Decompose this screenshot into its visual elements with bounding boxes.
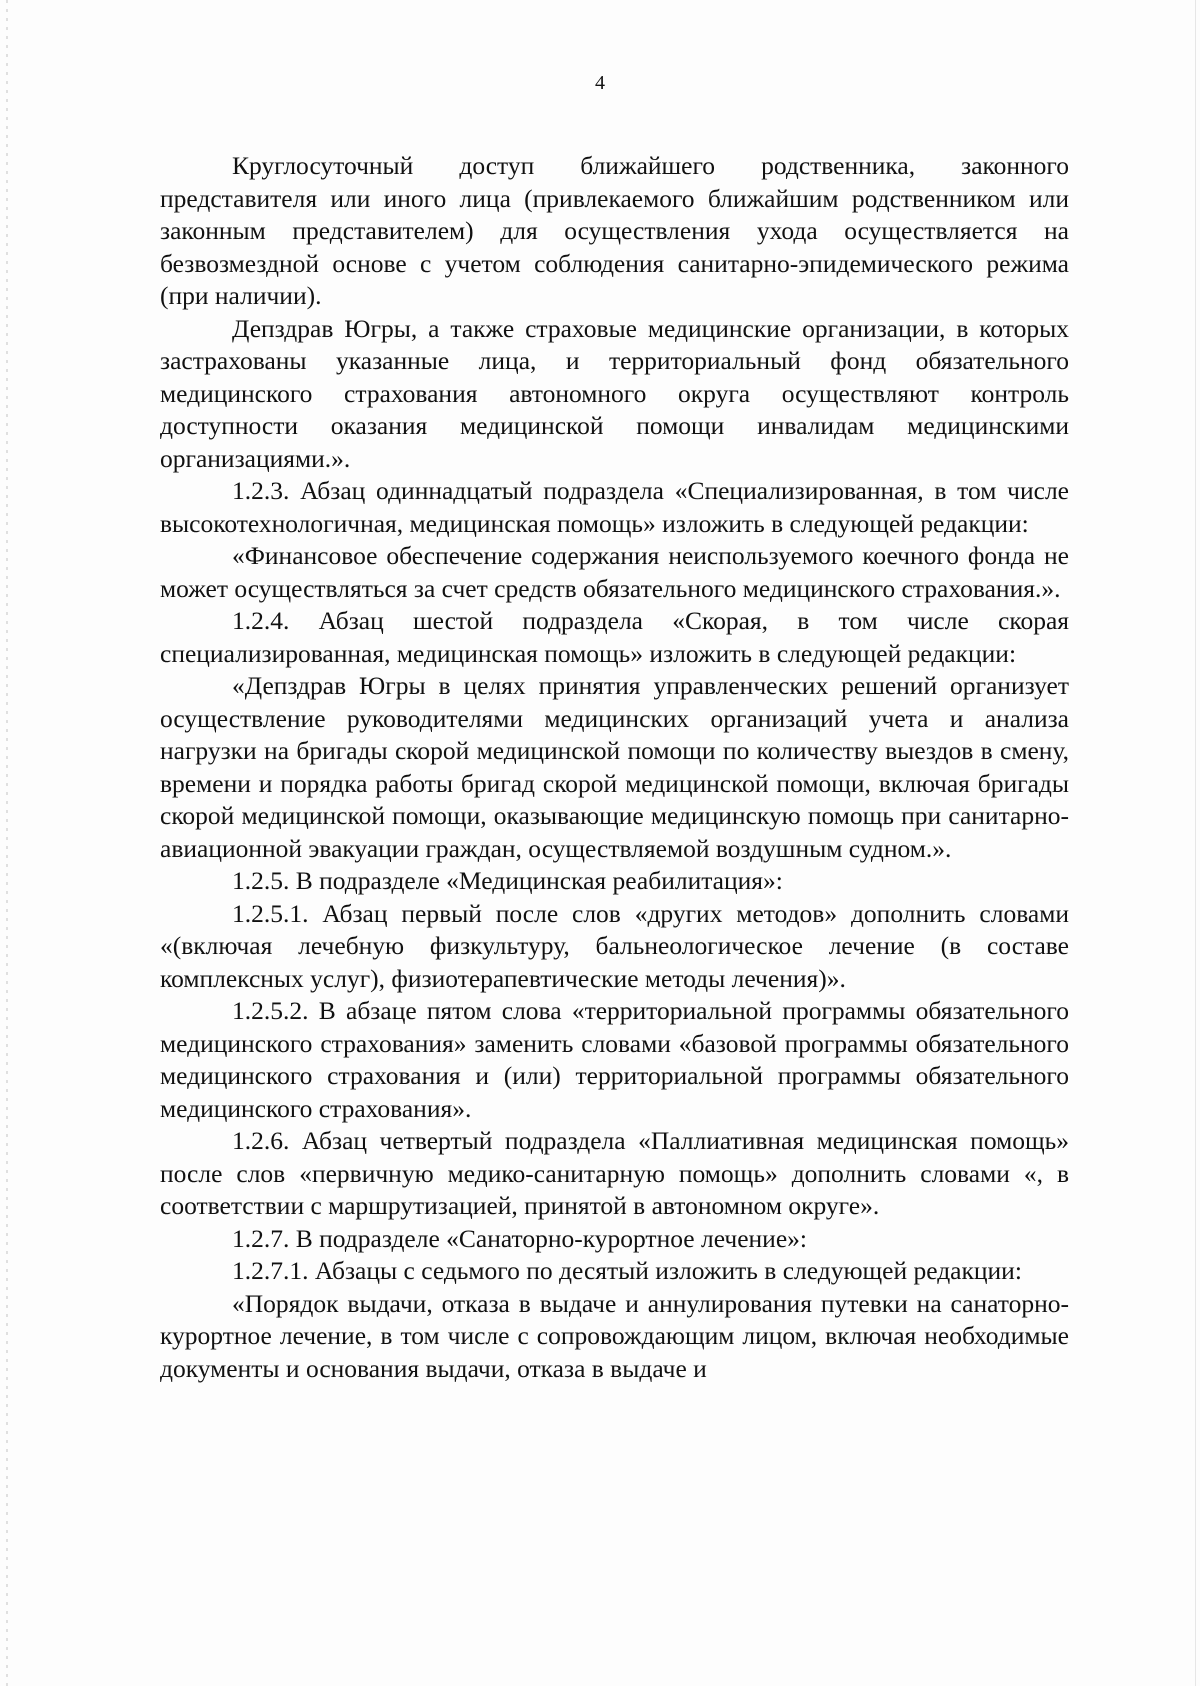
document-body xyxy=(160,150,1069,1385)
paragraph-1-2-7-1: 1.2.7.1. Абзацы с седьмого по десятый изложить в следующей редакции: xyxy=(232,1256,1022,1285)
paragraph-1-2-7: 1.2.7. В подразделе «Санаторно-курортное лечение»: xyxy=(232,1223,807,1253)
paragraph-ambulance-quote: «Депздрав Югры в целях принятия управленческих решений организует осуществление руководителями медицинских организаций учета и анализа нагрузки на бригады скорой медицинской помощи по количеству выездов в смену, времени и порядка работы бригад скорой медицинской помощи, включая бригады скорой медицинской помощи, оказывающие медицинскую помощь при санитарно-авиационной эвакуации граждан, осуществляемой воздушным судном.». xyxy=(160,671,1069,863)
paragraph-1-2-3: 1.2.3. Абзац одиннадцатый подраздела «Специализированная, в том числе высокотехнологичная, медицинская помощь» изложить в следующей редакции: xyxy=(160,476,1069,538)
scan-edge-artifact xyxy=(6,0,8,1686)
paragraph-round-the-clock-access: Круглосуточный доступ ближайшего родственника, законного представителя или иного лица (привлекаемого ближайшим родственником или законным представителем) для осуществления ухода осуществляется на безвозмездной основе с учетом соблюдения санитарно-эпидемического режима (при наличии). xyxy=(160,151,1069,310)
paragraph-1-2-4: 1.2.4. Абзац шестой подраздела «Скорая, в том числе скорая специализированная, медицинская помощь» изложить в следующей редакции: xyxy=(160,606,1069,668)
paragraph-1-2-6: 1.2.6. Абзац четвертый подраздела «Паллиативная медицинская помощь» после слов «первичную медико-санитарную помощь» дополнить словами «, в соответствии с маршрутизацией, принятой в автономном округе». xyxy=(160,1126,1069,1220)
paragraph-1-2-5-2: 1.2.5.2. В абзаце пятом слова «территориальной программы обязательного медицинского страхования» заменить словами «базовой программы обязательного медицинского страхования и (или) территориальной программы обязательного медицинского страхования». xyxy=(160,996,1069,1123)
paragraph-voucher-quote: «Порядок выдачи, отказа в выдаче и аннулирования путевки на санаторно-курортное лечение, в том числе с сопровождающим лицом, включая необходимые документы и основания выдачи, отказа в выдаче и xyxy=(160,1288,1069,1383)
scan-edge-artifact-right xyxy=(1195,0,1196,1686)
paragraph-access-control: Депздрав Югры, а также страховые медицинские организации, в которых застрахованы указанные лица, и территориальный фонд обязательного медицинского страхования автономного округа осуществляют контроль доступности оказания медицинской помощи инвалидам медицинскими организациями.». xyxy=(160,313,1069,473)
paragraph-1-2-5: 1.2.5. В подразделе «Медицинская реабилитация»: xyxy=(232,866,783,895)
page-number: 4 xyxy=(595,72,605,94)
paragraph-1-2-5-1: 1.2.5.1. Абзац первый после слов «других методов» дополнить словами «(включая лечебную физкультуру, бальнеологическое лечение (в составе комплексных услуг), физиотерапевтические методы лечения)». xyxy=(160,898,1069,993)
paragraph-financing-quote: «Финансовое обеспечение содержания неиспользуемого коечного фонда не может осуществляться за счет средств обязательного медицинского страхования.». xyxy=(160,541,1069,603)
